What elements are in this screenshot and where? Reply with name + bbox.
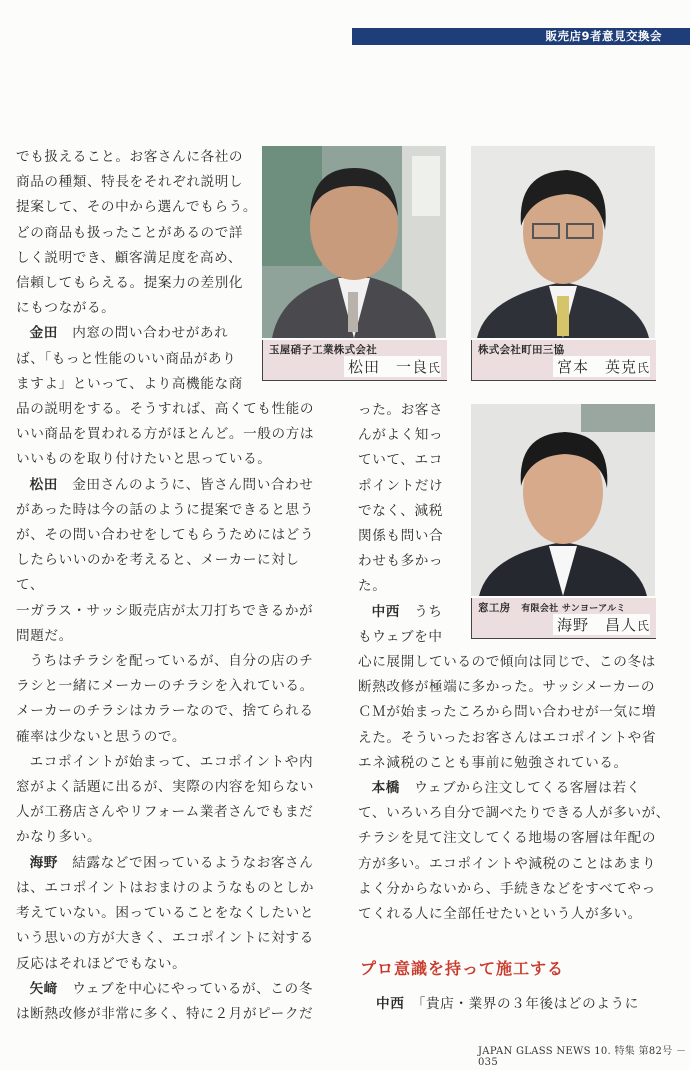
section-heading: プロ意識を持って施工する — [360, 959, 565, 978]
text-line: 品の説明をする。そうすれば、高くても性能の — [16, 401, 315, 418]
speaker-name: 中西 — [371, 603, 400, 620]
photo-caption-miyamoto — [471, 340, 656, 381]
text-line: にもつながる。 — [16, 300, 116, 317]
text-line: 関係も問い合 — [358, 528, 444, 545]
text-line: 一ガラス・サッシ販売店が太刀打ちできるかが — [16, 602, 314, 619]
text-line: 矢﨑 ウェブを中心にやっているが、この冬 — [29, 980, 313, 997]
middle-text-column — [358, 398, 463, 650]
text-line: いいものを取り付けたいと思っている。 — [16, 451, 272, 468]
text-line: いう思いの方が大きく、エコポイントに対する — [16, 930, 314, 947]
text-line: 人が工務店さんやリフォーム業者さんでもまだ — [16, 804, 314, 821]
text-line: た。 — [358, 578, 387, 595]
text-line: んがよく知っ — [358, 427, 444, 444]
text-line: えた。そういったお客さんはエコポイントや省 — [358, 729, 657, 746]
text-line: 中西 うち — [371, 603, 443, 620]
text-line: 窓がよく話題に出るが、実際の内容を知らない — [16, 779, 315, 796]
photo-unno — [471, 404, 655, 596]
text-line: どの商品も扱ったことがあるので詳 — [16, 224, 244, 241]
text-line: 反応はそれほどでもない。 — [16, 955, 187, 972]
text-line: ＣＭが始まったころから問い合わせが一気に増 — [358, 704, 657, 721]
photo-matsuda — [262, 146, 446, 338]
text-line: もウェブを中 — [358, 628, 443, 645]
text-line: は断熱改修が非常に多く、特に２月がピークだ — [16, 1005, 314, 1022]
text-line: 問題だ。 — [16, 627, 73, 644]
photo-caption-unno — [471, 598, 656, 639]
person-name: 松田 一良氏 — [344, 356, 441, 377]
text-line: メーカーのチラシはカラーなので、捨てられる — [16, 703, 314, 720]
text-line: った。お客さ — [358, 402, 444, 418]
text-line: しく説明でき、顧客満足度を高め、 — [16, 249, 243, 266]
text-line: 松田 金田さんのように、皆さん問い合わせ — [29, 476, 314, 493]
text-line: でも扱えること。お客さんに各社の — [16, 149, 244, 165]
person-name: 宮本 英克氏 — [553, 356, 650, 377]
text-line: かなり多い。 — [16, 829, 102, 846]
section-header-bar: 販売店9者意見交換会 — [352, 28, 690, 45]
text-line: エコポイントが始まって、エコポイントや内 — [29, 753, 314, 770]
text-line: が、その問い合わせをしてもらうためにはどう — [16, 527, 315, 544]
text-line: エネ減税のことも事前に勉強されている。 — [358, 754, 628, 771]
text-line: があった時は今の話のように提案できると思う — [16, 501, 314, 518]
closing-line: 中西 「貴店・業界の３年後はどのように — [376, 996, 639, 1012]
text-line: 信頼してもらえる。提案力の差別化 — [16, 275, 244, 292]
text-line: ますよ」といって、より高機能な商 — [16, 375, 243, 392]
text-line: いい商品を買われる方がほとんど。一般の方は — [16, 426, 315, 443]
text-line: 提案して、その中から選んでもらう。 — [16, 199, 258, 216]
text-line: ポイントだけ — [358, 477, 444, 494]
photo-miyamoto — [471, 146, 655, 338]
text-line: ば、「もっと性能のいい商品があり — [16, 350, 237, 367]
text-line: チラシを見て注文してくる地場の客層は年配の — [358, 830, 657, 847]
text-line: でなく、減税 — [358, 502, 443, 519]
text-line: 確率は少ないと思うので。 — [16, 728, 187, 745]
speaker-name: 松田 — [29, 476, 58, 493]
speaker-name: 矢﨑 — [29, 980, 58, 997]
text-line: 心に展開しているので傾向は同じで、この冬は — [358, 654, 656, 670]
company-name: 窓工房 有限会社 サンヨーアルミ — [478, 602, 626, 614]
speaker-name: 金田 — [29, 325, 58, 342]
text-line: うちはチラシを配っているが、自分の店のチ — [29, 653, 314, 670]
text-line: 金田 内窓の問い合わせがあれ — [29, 325, 229, 342]
photo-caption-matsuda — [262, 340, 447, 381]
right-text-column — [358, 650, 678, 927]
text-line: 断熱改修が極端に多かった。サッシメーカーの — [358, 679, 656, 696]
speaker-name: 海野 — [29, 854, 58, 871]
speaker-name: 本橋 — [371, 780, 400, 797]
text-line: わせも多かっ — [358, 553, 444, 570]
page-footer: JAPAN GLASS NEWS 10. 特集 第82号 － 035 — [478, 1046, 687, 1068]
text-line: 商品の種類、特長をそれぞれ説明し — [16, 174, 244, 191]
text-line: 方が多い。エコポイントや減税のことはあまり — [358, 855, 657, 872]
text-line: 考えていない。困っていることをなくしたいと — [16, 905, 315, 922]
text-line: 海野 結露などで困っているようなお客さん — [29, 854, 314, 871]
text-line: てくれる人に全部任せたいという人が多い。 — [358, 906, 642, 923]
person-name: 海野 昌人氏 — [553, 614, 650, 635]
text-line: は、エコポイントはおまけのようなものとしか — [16, 879, 315, 896]
company-name: 株式会社町田三協 — [478, 344, 565, 356]
text-line: ラシと一緒にメーカーのチラシを入れている。 — [16, 678, 314, 695]
company-name: 玉屋硝子工業株式会社 — [269, 344, 377, 356]
text-line: て、いろいろ自分で調べたりできる人が多いが、 — [358, 805, 670, 822]
text-line: 本橋 ウェブから注文してくる客層は若く — [371, 780, 641, 797]
text-line: ていて、エコ — [358, 452, 443, 469]
text-line: よく分からないから、手続きなどをすべてやっ — [358, 880, 656, 897]
text-line: したらいいのかを考えると、メーカーに対して、 — [16, 552, 300, 594]
